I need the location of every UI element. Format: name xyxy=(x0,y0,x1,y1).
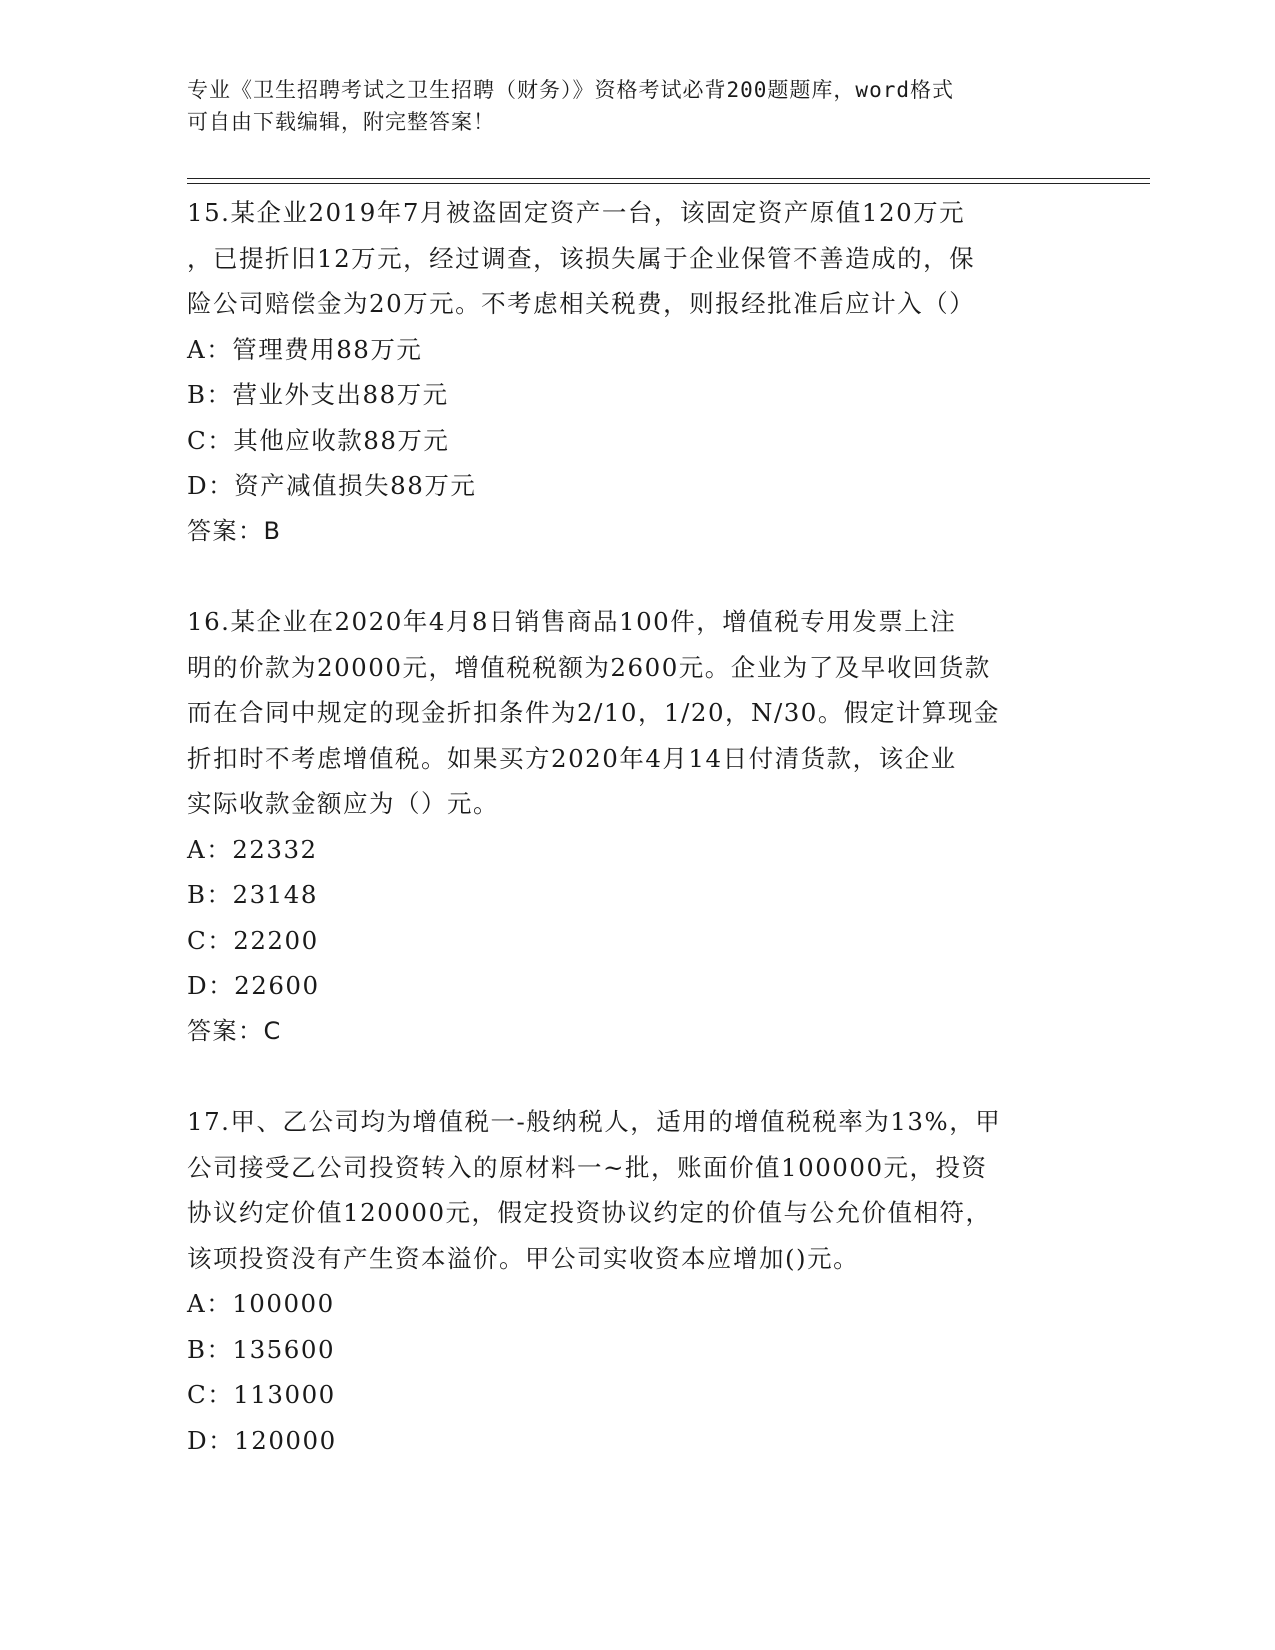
question-text-line: 17.甲、乙公司均为增值税一-般纳税人，适用的增值税税率为13%，甲 xyxy=(187,1107,1002,1136)
header-line-1: 专业《卫生招聘考试之卫生招聘（财务）》资格考试必背200题题库，word格式 xyxy=(187,78,954,102)
option-a: A：100000 xyxy=(187,1289,335,1318)
document-header xyxy=(187,74,1067,138)
option-b: B：135600 xyxy=(187,1334,336,1364)
option-d: D：22600 xyxy=(187,971,320,1000)
option-c: C：其他应收款88万元 xyxy=(187,425,450,455)
option-a: A：管理费用88万元 xyxy=(187,334,423,364)
question-text-line: 险公司赔偿金为20万元。不考虑相关税费，则报经批准后应计入（） xyxy=(187,289,976,318)
answer: 答案：C xyxy=(187,1016,282,1045)
header-divider-top xyxy=(187,178,1150,179)
question-gap xyxy=(187,1054,1087,1099)
question-text-line: 实际收款金额应为（）元。 xyxy=(187,789,499,818)
option-c: C：113000 xyxy=(187,1380,336,1409)
question-list xyxy=(187,190,1087,1463)
question-text-line: 该项投资没有产生资本溢价。甲公司实收资本应增加()元。 xyxy=(187,1243,860,1273)
answer: 答案：B xyxy=(187,516,282,545)
header-divider-bottom xyxy=(187,183,1150,184)
option-c: C：22200 xyxy=(187,925,319,955)
question-text-line: 公司接受乙公司投资转入的原材料一~批，账面价值100000元，投资 xyxy=(187,1152,988,1182)
question-text-line: 15.某企业2019年7月被盗固定资产一台，该固定资产原值120万元 xyxy=(187,198,966,227)
question-17 xyxy=(187,1099,1087,1463)
question-text-line: 而在合同中规定的现金折扣条件为2/10，1/20，N/30。假定计算现金 xyxy=(187,698,1000,727)
option-a: A：22332 xyxy=(187,834,318,864)
option-d: D：资产减值损失88万元 xyxy=(187,471,477,500)
question-text-line: 16.某企业在2020年4月8日销售商品100件，增值税专用发票上注 xyxy=(187,607,957,636)
question-text-line: 明的价款为20000元，增值税税额为2600元。企业为了及早收回货款 xyxy=(187,652,991,682)
option-b: B：营业外支出88万元 xyxy=(187,380,449,409)
question-text-line: 折扣时不考虑增值税。如果买方2020年4月14日付清货款，该企业 xyxy=(187,743,957,773)
question-16 xyxy=(187,599,1087,1054)
question-gap xyxy=(187,554,1087,599)
option-b: B：23148 xyxy=(187,880,318,909)
header-line-2: 可自由下载编辑，附完整答案！ xyxy=(187,110,495,134)
option-d: D：120000 xyxy=(187,1425,337,1455)
question-text-line: 协议约定价值120000元，假定投资协议约定的价值与公允价值相符， xyxy=(187,1198,992,1227)
question-15 xyxy=(187,190,1087,554)
question-text-line: ，已提折旧12万元，经过调查，该损失属于企业保管不善造成的，保 xyxy=(187,243,976,273)
